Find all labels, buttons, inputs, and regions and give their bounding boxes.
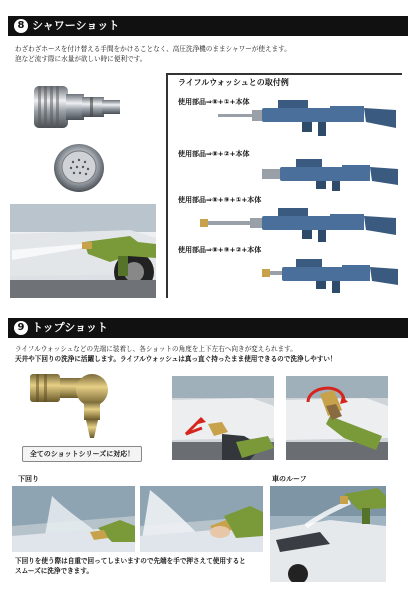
shower-shot-usage-photo: [10, 204, 156, 298]
mounting-example-1-caption: 使用部品⇒⑧+①+本体: [178, 98, 250, 106]
section-8-title: シャワーショット: [32, 19, 120, 32]
section-9-desc-1: ライフルウォッシュなどの先端に装着し、各ショットの角度を上下左右へ向きが変えられます。: [15, 345, 297, 353]
rifle-wash-image-2: [262, 155, 400, 191]
mounting-example-4-caption: 使用部品⇒⑧+⑨+②+本体: [178, 246, 262, 254]
top-shot-rotate-photo-2: [286, 376, 388, 460]
section-8-desc-2: 泡など流す際に水量が欲しい時に便利です。: [15, 55, 147, 63]
under-body-label: 下回り: [18, 475, 39, 483]
under-body-photo-1: [12, 486, 135, 552]
rifle-wash-image-3: [200, 205, 400, 243]
top-shot-product-image: [26, 368, 126, 442]
section-8-header: [8, 16, 408, 36]
under-body-photo-2: [140, 486, 263, 552]
roof-washing-photo: [270, 486, 386, 582]
top-shot-rotate-photo-1: [172, 376, 274, 460]
section-8-number: 8: [14, 19, 28, 33]
under-body-note-2: スムーズに洗浄できます。: [15, 567, 93, 575]
mounting-example-3-caption: 使用部品⇒⑧+⑨+①+本体: [178, 196, 262, 204]
section-9-desc-2: 天井や下回りの洗浄に活躍します。ライフルウォッシュは真っ直ぐ持ったまま使用できるので洗浄しやすい！: [15, 355, 337, 363]
mounting-example-2-caption: 使用部品⇒⑧+②+本体: [178, 150, 250, 158]
mounting-example-panel: [166, 73, 402, 298]
mounting-example-title: ライフルウォッシュとの取付例: [178, 78, 289, 87]
roof-label: 車のルーフ: [272, 475, 307, 483]
section-9-number: 9: [14, 321, 28, 335]
shower-shot-side-image: [30, 78, 125, 133]
rifle-wash-image-4: [262, 255, 400, 295]
mounting-example-4: [178, 245, 400, 295]
shower-shot-face-image: [52, 140, 107, 195]
mounting-example-2: [178, 143, 400, 193]
section-9-title: トップショット: [32, 321, 109, 334]
section-9-header: [8, 318, 408, 338]
mounting-example-3: [178, 195, 400, 245]
mounting-example-1: [178, 91, 400, 141]
rifle-wash-image-1: [218, 96, 400, 138]
compatibility-badge: 全てのショットシリーズに対応！: [22, 446, 142, 462]
section-8-desc-1: わざわざホースを付け替える手間をかけることなく、高圧洗浄機のままシャワーが使えます。: [15, 45, 291, 53]
under-body-note-1: 下回りを使う際は自重で回ってしまいますので先端を手で押さえて使用すると: [15, 557, 246, 565]
